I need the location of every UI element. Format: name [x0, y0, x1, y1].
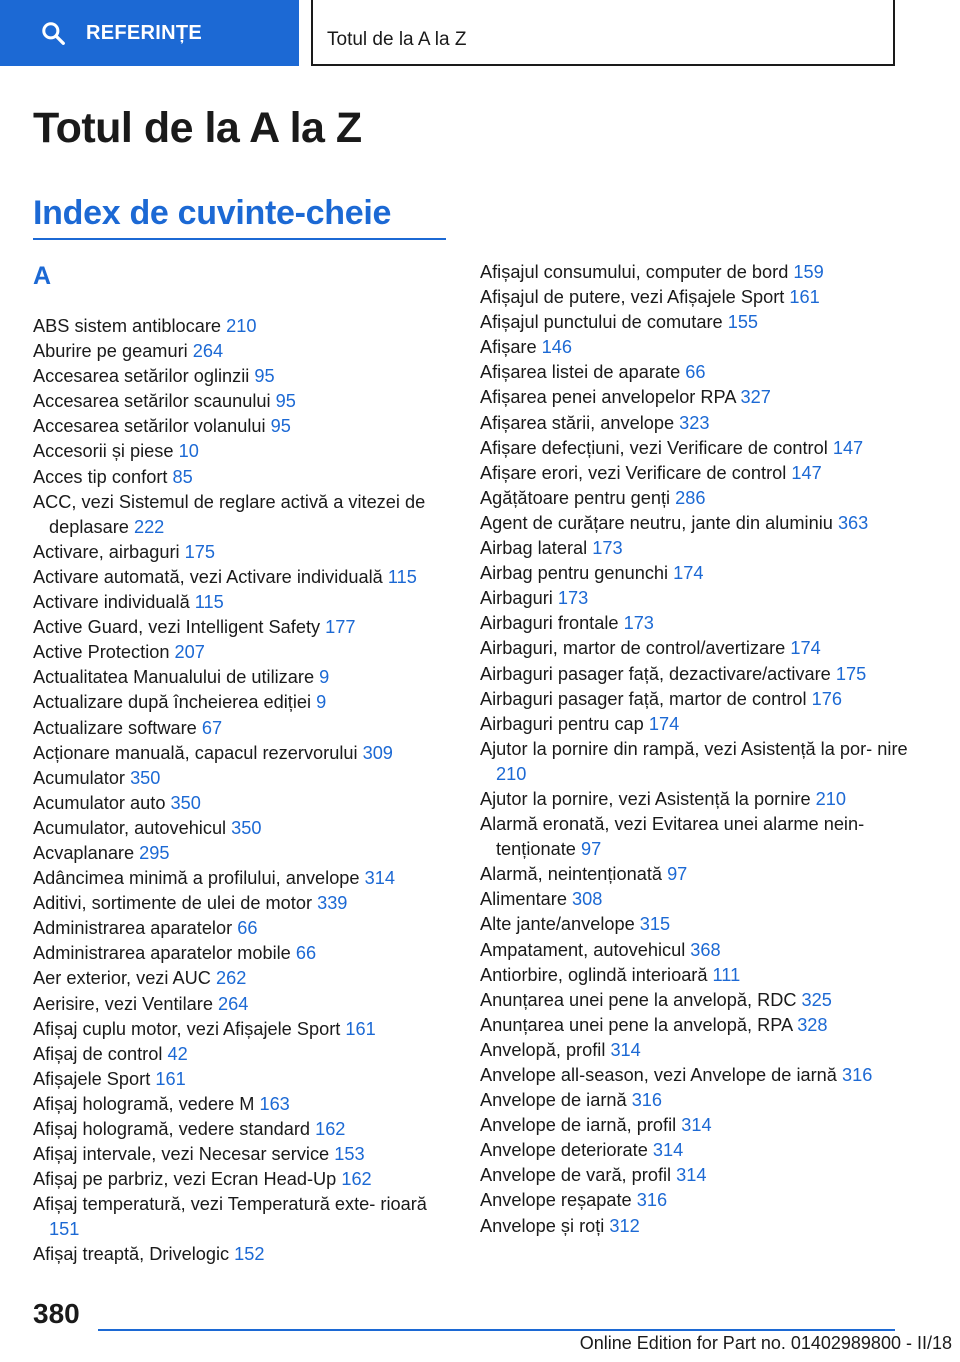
index-entry: [480, 1088, 920, 1113]
index-entry: [480, 1188, 920, 1213]
index-page-link[interactable]: 175: [184, 541, 215, 562]
references-button[interactable]: [0, 0, 299, 66]
index-entry: [480, 436, 920, 461]
index-entry-text: Airbag lateral: [480, 538, 588, 559]
breadcrumb[interactable]: Totul de la A la Z: [311, 0, 895, 66]
index-entry-text: Acționare manuală, capacul rezervorului: [33, 742, 358, 763]
index-page-link[interactable]: 176: [811, 688, 842, 709]
index-entry-text: Acvaplanare: [33, 842, 135, 863]
index-entry: [480, 486, 920, 511]
index-entry-text: Actualizare software: [33, 717, 197, 738]
index-entry-text: Anvelope de iarnă, profil: [480, 1115, 677, 1136]
index-entry: [33, 540, 453, 565]
index-page-link[interactable]: 363: [837, 512, 869, 533]
index-entry-text: Administrarea aparatelor mobile: [33, 943, 291, 964]
index-entry: [33, 640, 453, 665]
index-page-link[interactable]: 173: [557, 588, 589, 609]
index-entry: [480, 360, 920, 385]
footer-divider: [98, 1329, 895, 1331]
index-entry-text: Alarmă eronată, vezi Evitarea unei alarme nein- tenționate: [480, 814, 865, 860]
index-entry-text: Anvelopă, profil: [480, 1039, 606, 1060]
index-entry-text: Anvelope și roți: [480, 1215, 605, 1236]
index-entry-text: Ajutor la pornire din rampă, vezi Asistență la por- nire: [480, 738, 908, 759]
index-entry: [480, 687, 920, 712]
index-entry: [33, 1142, 453, 1167]
index-entry: [33, 665, 453, 690]
index-entry-text: Acumulator: [33, 767, 125, 788]
index-entry: [480, 1138, 920, 1163]
index-entry-text: Airbaguri pentru cap: [480, 713, 644, 734]
index-page-link[interactable]: 10: [178, 441, 199, 462]
index-entry: [33, 590, 453, 615]
index-entry: [480, 385, 920, 410]
index-column-left: [33, 314, 453, 1268]
index-entry-text: Afișajul de putere, vezi Afișajele Sport: [480, 287, 785, 308]
index-page-link[interactable]: 210: [226, 316, 257, 336]
index-entry: [33, 1167, 453, 1192]
index-entry-text: Activare automată, vezi Activare individuală: [33, 566, 383, 587]
index-entry-text: Agent de curățare neutru, jante din aluminiu: [480, 512, 833, 533]
index-entry: [33, 766, 453, 791]
index-entry-text: Ampatament, autovehicul: [480, 939, 686, 960]
index-page-link[interactable]: 210: [815, 788, 846, 809]
index-entry: [480, 963, 920, 988]
index-entry: [33, 741, 453, 766]
index-page-link[interactable]: 174: [790, 638, 821, 659]
index-entry: [33, 891, 453, 916]
index-page-link[interactable]: 264: [218, 993, 249, 1014]
index-page-link[interactable]: 67: [201, 717, 223, 738]
index-page-link[interactable]: 327: [740, 387, 771, 408]
index-page-link[interactable]: 115: [387, 566, 417, 587]
index-entry-text: Afișaj pe parbriz, vezi Ecran Head-Up: [33, 1169, 337, 1190]
index-page-link[interactable]: 308: [572, 889, 603, 910]
index-entry-text: Aburire pe geamuri: [33, 341, 188, 362]
index-page-link[interactable]: 314: [610, 1039, 641, 1060]
search-icon: [40, 20, 66, 46]
index-entry-text: Afișarea stării, anvelope: [480, 412, 675, 433]
index-page-link[interactable]: 146: [541, 337, 573, 358]
index-page-link[interactable]: 163: [259, 1093, 290, 1114]
index-entry: [480, 461, 920, 486]
index-page-link[interactable]: 339: [317, 893, 348, 914]
index-page-link[interactable]: 66: [685, 362, 706, 383]
index-page-link[interactable]: 314: [364, 868, 395, 889]
index-page-link[interactable]: 161: [789, 287, 820, 308]
index-entry-text: Aerisire, vezi Ventilare: [33, 993, 213, 1014]
index-entry-text: Actualitatea Manualului de utilizare: [33, 667, 315, 688]
index-entry-text: Airbaguri, martor de control/avertizare: [480, 638, 786, 659]
index-entry: [33, 841, 453, 866]
index-entry-text: Anvelope de iarnă: [480, 1090, 627, 1111]
index-entry: [33, 615, 453, 640]
section-title: Index de cuvinte-cheie: [33, 194, 392, 232]
index-entry: [480, 712, 920, 737]
index-entry: [33, 816, 453, 841]
index-entry-text: Acumulator, autovehicul: [33, 817, 227, 838]
index-entry: [480, 938, 920, 963]
index-entry-text: Alarmă, neintenționată: [480, 864, 662, 885]
page-number: 380: [33, 1298, 80, 1329]
index-entry-text: Afișare: [480, 337, 537, 358]
index-page-link[interactable]: 42: [167, 1043, 188, 1064]
index-entry: [33, 1242, 453, 1267]
index-entry: [480, 1013, 920, 1038]
index-entry: [480, 411, 920, 436]
index-entry-text: Anvelope de vară, profil: [480, 1165, 672, 1186]
index-page-link[interactable]: 325: [801, 989, 832, 1010]
index-entry-text: Afișaj temperatură, vezi Temperatură exte- rioară: [33, 1194, 427, 1215]
index-entry: [33, 690, 453, 715]
index-page-link[interactable]: 175: [835, 663, 867, 684]
index-page-link[interactable]: 315: [639, 914, 671, 935]
index-page-link[interactable]: 147: [791, 462, 822, 483]
index-column-right: [480, 260, 920, 1239]
index-page-link[interactable]: 309: [362, 742, 393, 763]
index-entry-text: Adâncimea minimă a profilului, anvelope: [33, 868, 360, 889]
index-entry: [480, 1214, 920, 1239]
index-entry-text: Afișaj hologramă, vedere standard: [33, 1119, 311, 1139]
index-page-link[interactable]: 173: [592, 538, 623, 559]
index-entry-text: Acces tip confort: [33, 466, 168, 487]
index-entry-text: Airbaguri pasager față, dezactivare/activare: [480, 663, 831, 684]
index-page-link[interactable]: 207: [174, 642, 205, 663]
index-entry: [480, 536, 920, 561]
index-entry: [33, 966, 453, 991]
index-entry: [33, 916, 453, 941]
index-entry-text: Afișare erori, vezi Verificare de control: [480, 462, 787, 483]
index-page-link[interactable]: 162: [341, 1169, 372, 1190]
index-entry-text: Afișare defecțiuni, vezi Verificare de control: [480, 437, 828, 458]
index-page-link[interactable]: 147: [832, 437, 864, 458]
index-entry-text: Agățătoare pentru genți: [480, 487, 671, 508]
index-entry: [33, 866, 453, 891]
index-entry-text: Accesarea setărilor volanului: [33, 416, 266, 437]
index-entry-text: Afișaj intervale, vezi Necesar service: [33, 1144, 330, 1165]
index-page-link[interactable]: 222: [133, 516, 165, 537]
index-entry: [33, 1067, 453, 1092]
index-entry: [480, 737, 920, 787]
index-entry: [480, 335, 920, 360]
index-entry-text: Afișajul punctului de comutare: [480, 312, 723, 333]
index-entry-text: Anvelope reșapate: [480, 1190, 632, 1211]
index-entry-text: Accesarea setărilor oglinzii: [33, 366, 250, 387]
index-entry-text: Airbag pentru genunchi: [480, 563, 669, 584]
index-entry: [33, 364, 453, 389]
index-page-link[interactable]: 159: [793, 262, 824, 282]
index-entry: [480, 812, 920, 862]
footer-edition-text: Online Edition for Part no. 01402989800 - II/18: [579, 1333, 952, 1353]
index-entry: [33, 1017, 453, 1042]
index-entry-text: Afișaj de control: [33, 1043, 163, 1064]
index-page-link[interactable]: 368: [690, 939, 721, 960]
index-entry-text: Afișarea listei de aparate: [480, 362, 681, 383]
index-entry: [480, 586, 920, 611]
index-entry: [480, 1113, 920, 1138]
index-page-link[interactable]: 314: [681, 1115, 712, 1136]
index-entry: [33, 389, 453, 414]
index-page-link[interactable]: 174: [673, 563, 704, 584]
index-entry-text: ACC, vezi Sistemul de reglare activă a vitezei de deplasare: [33, 491, 426, 537]
index-entry-text: Afișaj cuplu motor, vezi Afișajele Sport: [33, 1018, 341, 1039]
index-entry: [480, 912, 920, 937]
index-entry-text: Anvelope all-season, vezi Anvelope de iarnă: [480, 1065, 837, 1085]
index-page-link[interactable]: 152: [234, 1244, 265, 1265]
index-entry-text: Antiorbire, oglindă interioară: [480, 964, 708, 985]
index-page-link[interactable]: 295: [139, 842, 170, 863]
index-entry: [33, 992, 453, 1017]
index-page-link[interactable]: 314: [652, 1140, 684, 1161]
index-entry: [480, 787, 920, 812]
index-entry-text: Active Guard, vezi Intelligent Safety: [33, 617, 321, 638]
index-entry: [33, 1192, 453, 1242]
index-entry-text: Afișaj hologramă, vedere M: [33, 1093, 255, 1114]
index-entry-text: Anunțarea unei pene la anvelopă, RDC: [480, 989, 797, 1010]
index-entry: [33, 565, 453, 590]
index-entry: [480, 260, 920, 285]
references-label: REFERINȚE: [86, 21, 203, 44]
index-page-link[interactable]: 316: [841, 1065, 873, 1085]
index-page-link[interactable]: 115: [194, 592, 224, 613]
index-entry: [33, 314, 453, 339]
index-page-link[interactable]: 314: [676, 1165, 707, 1186]
index-entry: [480, 887, 920, 912]
index-entry: [480, 611, 920, 636]
index-entry-text: Alimentare: [480, 889, 567, 910]
index-entry: [480, 561, 920, 586]
index-page-link[interactable]: 328: [797, 1014, 828, 1035]
index-page-link[interactable]: 111: [712, 964, 741, 985]
index-page-link[interactable]: 162: [315, 1119, 346, 1139]
index-entry-text: Afișajele Sport: [33, 1068, 151, 1089]
index-page-link[interactable]: 9: [316, 692, 327, 713]
index-page-link[interactable]: 97: [667, 864, 688, 885]
index-entry-text: Ajutor la pornire, vezi Asistență la pornire: [480, 788, 811, 809]
index-page-link[interactable]: 151: [49, 1219, 80, 1240]
index-entry-text: ABS sistem antiblocare: [33, 316, 222, 336]
index-entry-text: Airbaguri frontale: [480, 613, 619, 634]
index-entry: [480, 285, 920, 310]
index-page-link[interactable]: 264: [192, 341, 224, 362]
index-entry: [480, 310, 920, 335]
index-page-link[interactable]: 173: [623, 613, 654, 634]
index-entry: [480, 1163, 920, 1188]
index-entry: [480, 511, 920, 536]
index-entry: [33, 1092, 453, 1117]
index-entry-text: Actualizare după încheierea ediției: [33, 692, 312, 713]
index-page-link[interactable]: 286: [675, 487, 706, 508]
index-entry: [33, 339, 453, 364]
index-entry-text: Airbaguri pasager față, martor de control: [480, 688, 807, 709]
index-page-link[interactable]: 66: [295, 943, 317, 964]
index-entry: [33, 941, 453, 966]
index-entry: [33, 414, 453, 439]
index-page-link[interactable]: 174: [648, 713, 680, 734]
index-entry: [480, 988, 920, 1013]
index-page-link[interactable]: 95: [270, 416, 291, 437]
index-entry: [33, 791, 453, 816]
index-entry-text: Anunțarea unei pene la anvelopă, RPA: [480, 1014, 793, 1035]
index-letter-heading: A: [33, 262, 52, 290]
index-entry-text: Afișarea penei anvelopelor RPA: [480, 387, 736, 408]
index-entry-text: Accesorii și piese: [33, 441, 174, 462]
index-page-link[interactable]: 177: [325, 617, 356, 638]
index-entry-text: Aditivi, sortimente de ulei de motor: [33, 893, 313, 914]
index-entry-text: Afișaj treaptă, Drivelogic: [33, 1244, 230, 1265]
index-entry: [480, 1038, 920, 1063]
section-divider: [33, 238, 446, 240]
index-page-link[interactable]: 316: [631, 1090, 663, 1111]
index-entry-text: Airbaguri: [480, 588, 553, 609]
index-entry: [480, 1063, 920, 1088]
index-entry-text: Aer exterior, vezi AUC: [33, 968, 211, 989]
index-entry-text: Afișajul consumului, computer de bord: [480, 262, 789, 282]
index-page-link[interactable]: 210: [496, 763, 527, 784]
index-page-link[interactable]: 350: [170, 792, 201, 813]
index-entry: [33, 716, 453, 741]
index-page-link[interactable]: 9: [319, 667, 330, 688]
index-entry: [33, 439, 453, 464]
index-entry-text: Active Protection: [33, 642, 170, 663]
index-page-link[interactable]: 161: [345, 1018, 376, 1039]
index-entry-text: Anvelope deteriorate: [480, 1140, 648, 1161]
index-page-link[interactable]: 262: [215, 968, 247, 989]
index-entry: [480, 636, 920, 661]
top-navigation-bar: [0, 0, 960, 66]
index-page-link[interactable]: 95: [254, 366, 275, 387]
index-page-link[interactable]: 316: [636, 1190, 668, 1211]
index-entry: [33, 490, 453, 540]
index-entry: [33, 1117, 453, 1142]
index-entry-text: Alte jante/anvelope: [480, 914, 635, 935]
index-page-link[interactable]: 155: [727, 312, 759, 333]
index-entry: [33, 465, 453, 490]
index-page-link[interactable]: 66: [237, 918, 258, 939]
page-title: Totul de la A la Z: [33, 104, 362, 152]
index-entry: [480, 662, 920, 687]
index-entry-text: Administrarea aparatelor: [33, 918, 233, 939]
index-page-link[interactable]: 161: [155, 1068, 186, 1089]
index-page-link[interactable]: 350: [130, 767, 161, 788]
index-entry-text: Acumulator auto: [33, 792, 166, 813]
index-entry-text: Activare individuală: [33, 592, 190, 613]
index-entry: [33, 1042, 453, 1067]
index-entry-text: Activare, airbaguri: [33, 541, 180, 562]
index-page-link[interactable]: 95: [275, 391, 296, 412]
index-page-link[interactable]: 97: [580, 839, 602, 860]
index-entry: [480, 862, 920, 887]
index-entry-text: Accesarea setărilor scaunului: [33, 391, 271, 412]
index-page-link[interactable]: 153: [334, 1144, 365, 1165]
index-page-link[interactable]: 323: [679, 412, 710, 433]
index-page-link[interactable]: 85: [172, 466, 193, 487]
index-page-link[interactable]: 312: [609, 1215, 640, 1236]
index-page-link[interactable]: 350: [231, 817, 262, 838]
